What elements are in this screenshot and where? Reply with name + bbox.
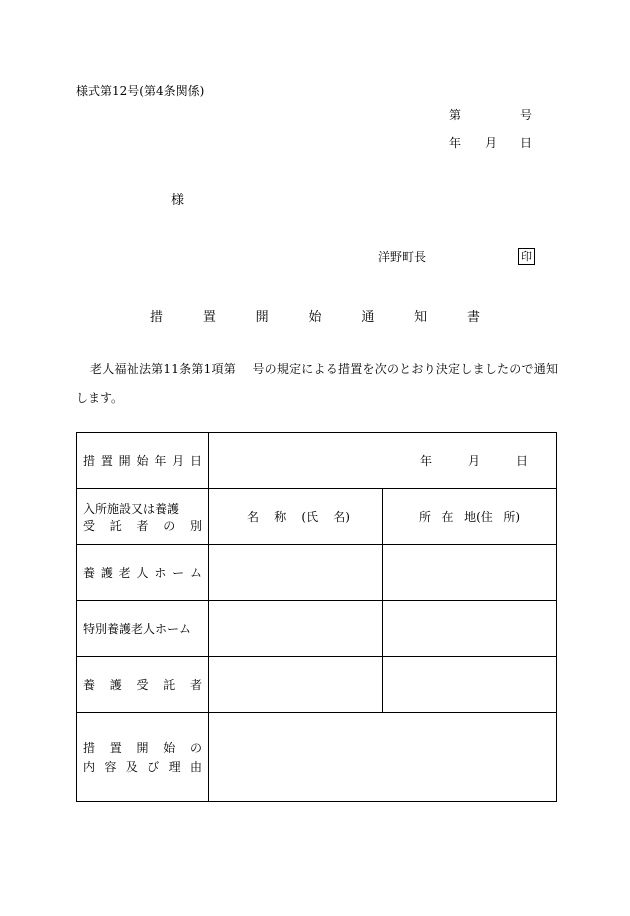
body-char: 定 (448, 362, 461, 376)
label-char: 内 (83, 760, 96, 774)
label-chars (83, 452, 202, 469)
date-month: 月 (485, 136, 498, 150)
form-number: 様式第12号(第4条関係) (76, 84, 205, 98)
header-char: 所) (503, 510, 520, 524)
care-trustee-name-field[interactable] (209, 657, 383, 713)
body-char: る (325, 362, 338, 376)
label-char: 託 (163, 678, 176, 692)
label-char: 措 (83, 741, 96, 755)
body-text-line-1 (76, 362, 558, 377)
label-char: 理 (168, 760, 181, 774)
body-char: 規 (276, 362, 289, 376)
label-text: 特別養護老人ホーム (83, 622, 192, 636)
body-char: 祉 (126, 362, 139, 376)
label-char: 託 (109, 518, 122, 533)
label-char: 養 (83, 678, 96, 692)
label-char: ホ (154, 566, 167, 580)
label-content-reason (77, 713, 209, 802)
title-char: 開 (255, 310, 269, 325)
body-char: よ (313, 362, 326, 376)
body-char: 知 (545, 362, 558, 376)
label-char: 別 (189, 518, 202, 533)
body-char (236, 362, 244, 377)
title-char: 始 (308, 310, 322, 325)
body-char: た (497, 362, 510, 376)
body-char: 通 (533, 362, 546, 376)
label-char: の (189, 741, 202, 755)
title-char: 通 (361, 310, 375, 325)
label-char: 開 (136, 741, 149, 755)
label-char: 由 (189, 760, 202, 774)
label-char: 護 (109, 678, 122, 692)
label-char: ー (172, 566, 185, 580)
label-char: 人 (136, 566, 149, 580)
label-char: 月 (172, 454, 185, 468)
body-char: の (386, 362, 399, 376)
header-char: 名) (333, 510, 350, 524)
header-char: 地(住 (464, 510, 493, 524)
body-char: 第 (151, 362, 164, 376)
date-day: 日 (520, 136, 533, 150)
title-char: 書 (466, 310, 480, 325)
body-char: し (484, 362, 497, 376)
notice-table (76, 432, 557, 802)
body-char: 項 (211, 362, 224, 376)
label-char: 始 (163, 741, 176, 755)
label-care-trustee (77, 657, 209, 713)
body-char: を (362, 362, 375, 376)
body-char: お (411, 362, 424, 376)
body-char: で (521, 362, 534, 376)
label-char: 受 (83, 518, 96, 533)
header-char: (氏 (301, 510, 319, 524)
label-char: 護 (100, 566, 113, 580)
body-char: 人 (102, 362, 115, 376)
doc-number-prefix: 第 (449, 108, 462, 122)
document-title (150, 306, 480, 325)
table-row (77, 657, 557, 713)
body-text-line-2: します。 (76, 391, 124, 405)
header-name (209, 489, 383, 545)
body-char: 号 (252, 362, 265, 376)
care-trustee-address-field[interactable] (383, 657, 557, 713)
label-char: 置 (109, 741, 122, 755)
header-char: 称 (274, 510, 287, 524)
body-char: 定 (289, 362, 302, 376)
label-facility-type (77, 489, 209, 545)
label-line: 入所施設又は養護 (83, 501, 180, 516)
label-char: び (147, 760, 160, 774)
label-char: 年 (154, 454, 167, 468)
nursing-home-name-field[interactable] (209, 545, 383, 601)
body-char: 条 (179, 362, 192, 376)
header-char: 所 (419, 510, 432, 524)
label-char: 措 (83, 454, 96, 468)
label-nursing-home (77, 545, 209, 601)
body-char: 1 (163, 362, 172, 376)
label-char: 容 (104, 760, 117, 774)
body-char: 法 (138, 362, 151, 376)
date-year: 年 (449, 136, 462, 150)
issuer-name: 洋野町長 (378, 250, 427, 264)
label-char: 受 (136, 678, 149, 692)
label-line (83, 517, 202, 534)
header-char: 名 (247, 510, 260, 524)
label-char: 者 (136, 518, 149, 533)
special-nursing-home-address-field[interactable] (383, 601, 557, 657)
label-char: 老 (118, 566, 131, 580)
title-char: 措 (150, 310, 164, 325)
label-char: 置 (100, 454, 113, 468)
title-char: 置 (202, 310, 216, 325)
body-char: 1 (171, 362, 179, 376)
content-reason-field[interactable] (209, 713, 557, 802)
field-year: 年 (419, 454, 432, 468)
body-char: の (509, 362, 522, 376)
addressee-honorific: 様 (171, 193, 185, 208)
label-special-nursing-home (77, 601, 209, 657)
body-char: し (460, 362, 473, 376)
special-nursing-home-name-field[interactable] (209, 601, 383, 657)
body-char: に (301, 362, 314, 376)
body-char: 1 (203, 362, 212, 376)
body-char: 次 (374, 362, 387, 376)
seal-mark: 印 (518, 248, 535, 265)
body-char: 老 (90, 362, 103, 376)
label-char: 者 (189, 678, 202, 692)
label-char: 養 (83, 566, 96, 580)
body-char: の (264, 362, 277, 376)
table-row (77, 489, 557, 545)
label-char: 日 (189, 454, 202, 468)
header-char: 在 (441, 510, 454, 524)
body-char: 決 (435, 362, 448, 376)
table-row (77, 713, 557, 802)
body-char: 福 (114, 362, 127, 376)
body-char: ま (472, 362, 485, 376)
body-char: 置 (350, 362, 363, 376)
label-char: 始 (136, 454, 149, 468)
body-char: と (399, 362, 412, 376)
body-char: 措 (338, 362, 351, 376)
nursing-home-address-field[interactable] (383, 545, 557, 601)
body-char: 第 (223, 362, 236, 376)
table-row (77, 601, 557, 657)
title-char: 知 (414, 310, 428, 325)
field-month: 月 (467, 454, 480, 468)
label-char: 開 (118, 454, 131, 468)
label-char: の (163, 518, 176, 533)
header-address (383, 489, 557, 545)
label-char: ム (189, 566, 202, 580)
doc-number-suffix: 号 (520, 108, 533, 122)
table-row (77, 545, 557, 601)
table-row (77, 433, 557, 489)
body-char: り (423, 362, 436, 376)
label-start-date (77, 433, 209, 489)
body-char (244, 362, 252, 377)
label-char: 及 (125, 760, 138, 774)
body-char: 第 (191, 362, 204, 376)
start-date-field[interactable] (209, 433, 557, 489)
field-day: 日 (515, 454, 528, 468)
